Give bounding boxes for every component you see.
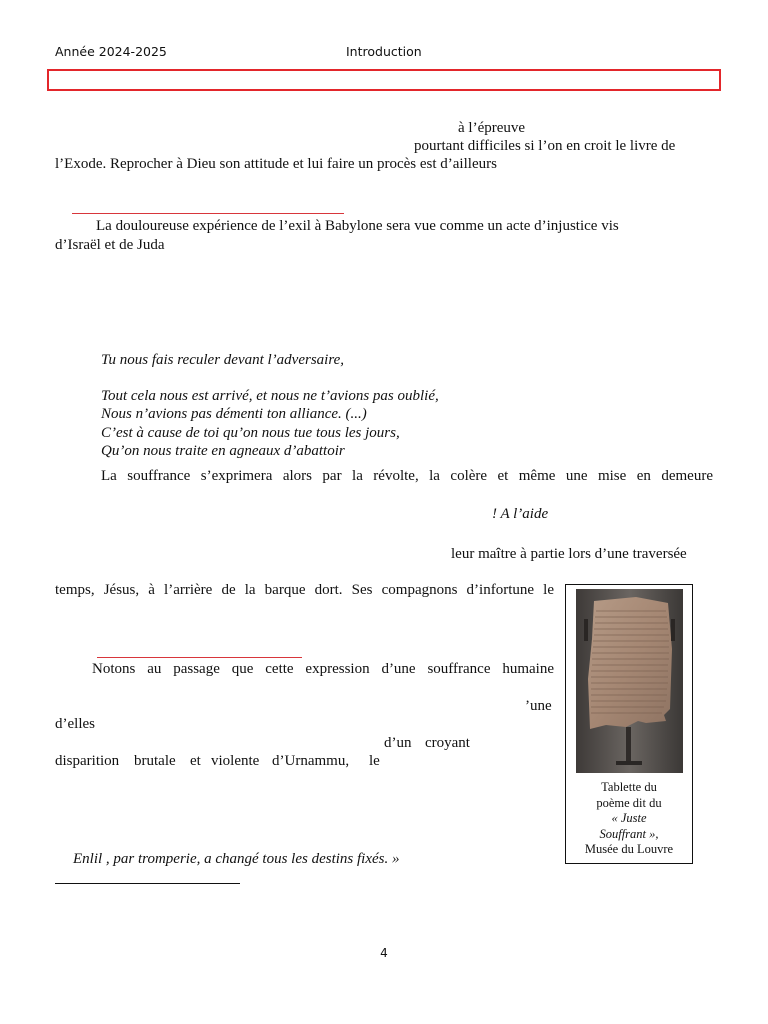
caption-line: Musée du Louvre xyxy=(584,842,674,856)
text-line: pourtant difficiles si l’on en croit le livre de xyxy=(414,138,676,154)
text-line: à l’épreuve xyxy=(458,120,526,136)
psalm-line: Tout cela nous est arrivé, et nous ne t’avions pas oublié, xyxy=(101,388,439,404)
text-line: d’Israël et de Juda xyxy=(55,237,165,253)
tablet-photo xyxy=(576,589,683,773)
text-line: l’Exode. Reprocher à Dieu son attitude et lui faire un procès est d’ailleurs xyxy=(55,156,497,172)
psalm-line: C’est à cause de toi qu’on nous tue tous les jours, xyxy=(101,425,400,441)
psalm-line: Qu’on nous traite en agneaux d’abattoir xyxy=(101,443,345,459)
red-underline xyxy=(72,213,344,214)
text-line: temps, Jésus, à l’arrière de la barque dort. Ses compagnons d’infortune le xyxy=(55,582,554,598)
text-word: disparition xyxy=(55,753,120,769)
header-year: Année 2024-2025 xyxy=(55,44,167,59)
text-line: Notons au passage que cette expression d’une souffrance humaine xyxy=(92,661,554,677)
footnote-separator xyxy=(55,883,240,884)
text-word: et xyxy=(190,753,201,769)
text-word: d’Urnammu, xyxy=(272,753,350,769)
page-number: 4 xyxy=(380,946,388,960)
caption-line: Tablette du xyxy=(601,780,657,794)
text-line: d’elles xyxy=(55,716,95,732)
caption-line: « Juste xyxy=(611,811,647,825)
psalm-line: Tu nous fais reculer devant l’adversaire, xyxy=(101,352,345,368)
text-word: violente xyxy=(211,753,260,769)
text-word: le xyxy=(369,753,380,769)
text-line: leur maître à partie lors d’une traversée xyxy=(451,546,687,562)
text-line: La souffrance s’exprimera alors par la révolte, la colère et même une mise en demeure xyxy=(101,468,713,484)
figure-caption xyxy=(566,780,692,858)
quote-line: Enlil , par tromperie, a changé tous les destins fixés. » xyxy=(73,851,400,867)
caption-line: Souffrant », xyxy=(599,826,659,841)
red-underline xyxy=(97,657,302,658)
text-line: d’un xyxy=(384,735,412,751)
header-section: Introduction xyxy=(346,44,422,59)
highlight-box xyxy=(47,69,721,91)
caption-line: poème dit du xyxy=(596,795,662,810)
text-line: ’une xyxy=(525,698,552,714)
text-line: ! A l’aide xyxy=(492,506,549,522)
figure-box xyxy=(565,584,693,864)
text-line: La douloureuse expérience de l’exil à Babylone sera vue comme un acte d’injustice vis xyxy=(96,218,619,234)
text-word: brutale xyxy=(134,753,176,769)
psalm-line: Nous n’avions pas démenti ton alliance. (...) xyxy=(101,406,367,422)
text-line: croyant xyxy=(425,735,470,751)
